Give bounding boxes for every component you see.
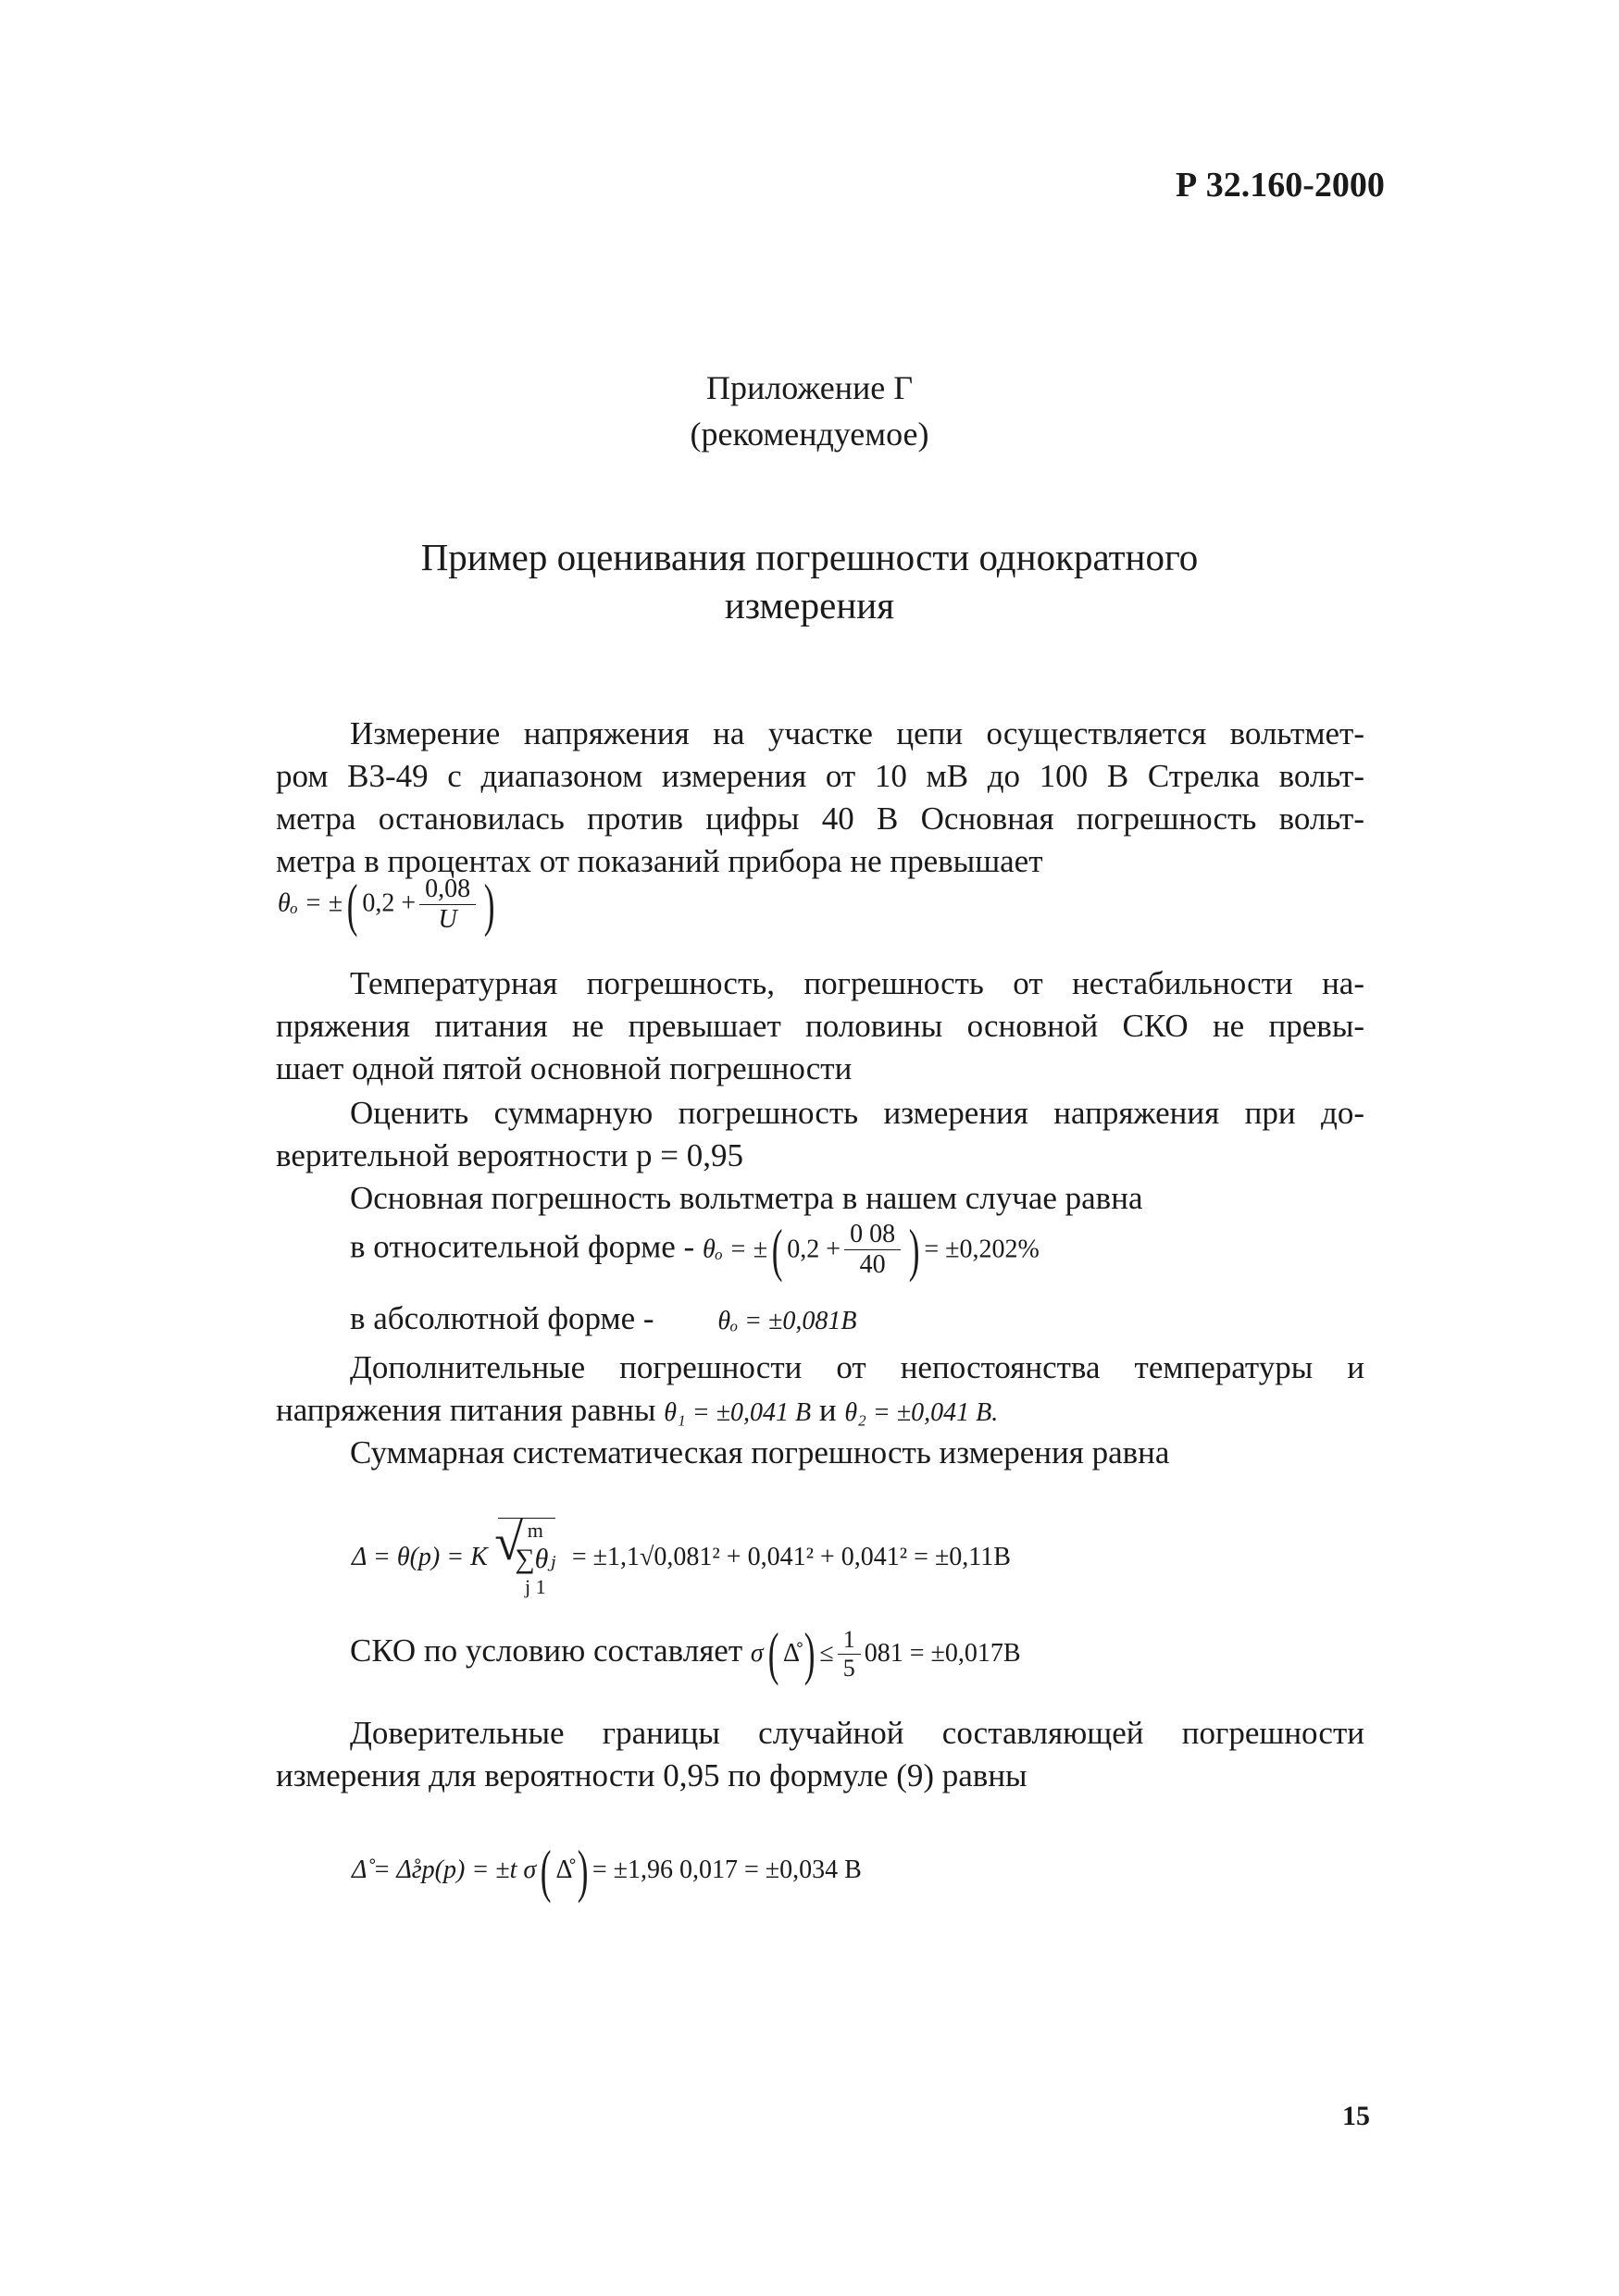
appendix-type: (рекомендуемое) — [690, 416, 929, 453]
paragraph-3 — [276, 1092, 1364, 1177]
fraction-numerator: 0 08 — [844, 1220, 901, 1250]
sum-top-limit: m — [527, 1519, 543, 1542]
formula-lhs: θₒ = ± — [278, 888, 343, 918]
text-line: метра в процентах от показаний прибора не превышает — [276, 843, 1043, 879]
formula-theta-o — [278, 871, 499, 937]
text-line: Дополнительные погрешности от непостоянства температуры и — [350, 1349, 1364, 1385]
text-line: пряжения питания не превышает половины основной СКО не превы- — [276, 1008, 1364, 1044]
text-line: Измерение напряжения на участке цепи осуществляется вольтмет- — [350, 715, 1364, 751]
left-paren-icon: ( — [767, 1620, 779, 1686]
title-line-2: измерения — [724, 584, 895, 627]
absolute-label: в абсолютной форме - — [350, 1300, 654, 1336]
document-code: Р 32.160-2000 — [1176, 166, 1385, 205]
formula-random-bounds — [352, 1838, 862, 1904]
formula-const: 0,2 + — [362, 888, 417, 918]
formula-rhs: = ±1,1√0,081² + 0,041² + 0,041² = ±0,11В — [571, 1542, 1011, 1571]
text-line: шает одной пятой основной погрешности — [276, 1050, 853, 1086]
formula-lhs: Δ = θ(p) = K — [352, 1542, 488, 1571]
left-paren-icon: ( — [771, 1216, 783, 1283]
formula-le: ≤ — [819, 1639, 834, 1669]
sum-expression: ∑θⱼ — [515, 1544, 556, 1574]
formula-result: = ±0,202% — [924, 1235, 1040, 1264]
sum-bottom-limit: j 1 — [525, 1575, 546, 1598]
fraction — [419, 875, 476, 935]
text-line: измерения для вероятности 0,95 по формуле (9) равны — [276, 1757, 1027, 1793]
left-paren-icon: ( — [540, 1838, 552, 1904]
sko-label: СКО по условию составляет — [350, 1632, 743, 1669]
right-paren-icon: ) — [483, 871, 495, 937]
text-line: Доверительные границы случайной составляющей погрешности — [350, 1715, 1364, 1751]
text-line: ром В3-49 с диапазоном измерения от 10 мВ до 100 В Стрелка вольт- — [276, 758, 1364, 794]
formula-arg: Δ̊ — [555, 1855, 573, 1884]
sko-line — [350, 1620, 1021, 1686]
relative-form-line — [350, 1216, 1040, 1283]
text-line: Основная погрешность вольтметра в нашем случае равна — [350, 1180, 1143, 1216]
fraction-numerator: 1 — [838, 1626, 861, 1655]
formula-lhs: Δ̊ = Δ̊гр(p) = ±t σ — [352, 1855, 537, 1884]
text-line: Температурная погрешность, погрешность от нестабильности на- — [350, 965, 1364, 1001]
formula-theta-2: θ₂ = ±0,041 В. — [844, 1398, 999, 1427]
formula-systematic-error — [352, 1514, 1011, 1599]
text-line: метра остановилась против цифры 40 В Основная погрешность вольт- — [276, 800, 1364, 837]
formula-lhs: θₒ = ± — [702, 1235, 767, 1264]
fraction-denominator: 40 — [859, 1250, 886, 1279]
fraction — [838, 1626, 861, 1682]
right-paren-icon: ) — [803, 1620, 816, 1686]
text-line: Оценить суммарную погрешность измерения напряжения при до- — [350, 1095, 1364, 1131]
fraction-numerator: 0,08 — [419, 875, 476, 905]
paragraph-2 — [276, 962, 1364, 1090]
formula-rhs: 081 = ±0,017В — [864, 1639, 1021, 1669]
text-line: верительной вероятности p = 0,95 — [276, 1137, 744, 1173]
title-line-1: Пример оценивания погрешности однократного — [420, 536, 1199, 578]
appendix-label: Приложение Г — [705, 369, 914, 406]
formula-rhs: = ±1,96 0,017 = ±0,034 В — [592, 1855, 862, 1884]
paragraph-1 — [276, 713, 1364, 883]
fraction — [844, 1220, 901, 1280]
absolute-form-line — [350, 1300, 856, 1337]
text-and: и — [818, 1392, 837, 1428]
text-line: Суммарная систематическая погрешность измерения равна — [350, 1434, 1170, 1471]
right-paren-icon: ) — [577, 1838, 589, 1904]
paragraph-5 — [276, 1347, 1364, 1432]
formula-theta-1: θ₁ = ±0,041 В — [664, 1398, 812, 1427]
left-paren-icon: ( — [346, 871, 358, 937]
formula-theta-abs: θₒ = ±0,081В — [717, 1307, 857, 1335]
page-number: 15 — [1342, 2101, 1370, 2131]
paragraph-7 — [276, 1712, 1364, 1797]
right-paren-icon: ) — [908, 1216, 920, 1283]
paragraph-4 — [276, 1177, 1364, 1220]
paragraph-6 — [276, 1432, 1364, 1474]
formula-const: 0,2 + — [787, 1235, 841, 1264]
text-line — [276, 1389, 1364, 1432]
text-segment: напряжения питания равны — [276, 1392, 656, 1428]
sqrt-sum — [494, 1514, 556, 1599]
formula-arg: Δ̊ — [783, 1639, 801, 1669]
formula-sigma: σ — [750, 1639, 764, 1669]
fraction-denominator: U — [438, 905, 457, 934]
relative-label: в относительной форме - — [350, 1228, 695, 1265]
radical-icon: √ — [494, 1514, 524, 1571]
fraction-denominator: 5 — [842, 1654, 855, 1682]
